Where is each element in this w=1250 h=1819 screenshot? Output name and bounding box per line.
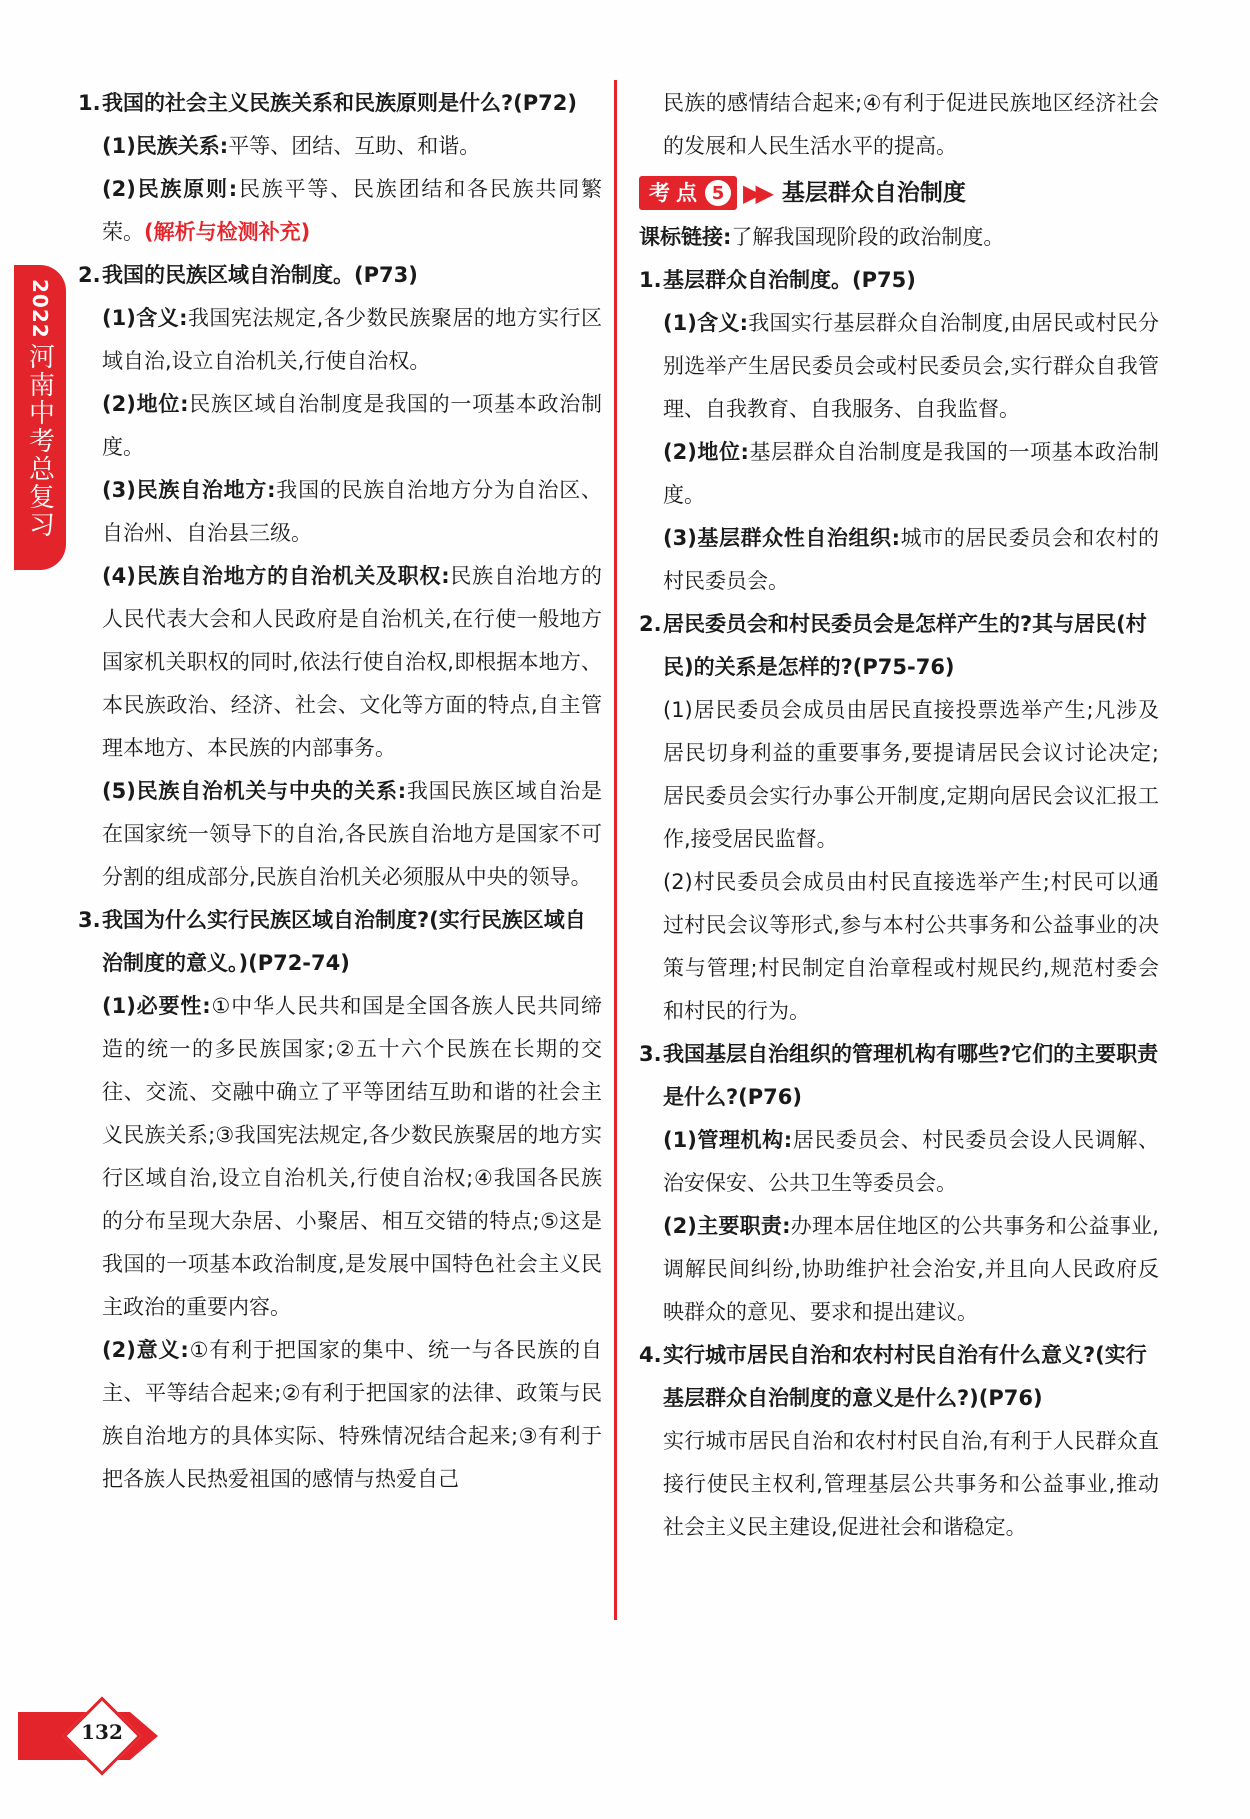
answer-paragraph <box>78 125 602 168</box>
question-text: 居民委员会和村民委员会是怎样产生的?其与居民(村民)的关系是怎样的?(P75-76) <box>663 612 1147 679</box>
section-title: 基层群众自治制度 <box>781 179 966 206</box>
answer-label: (1)必要性: <box>102 994 211 1018</box>
answer-paragraph <box>78 985 602 1329</box>
column-divider <box>614 80 617 1620</box>
answer-text: ①中华人民共和国是全国各族人民共同缔造的统一的多民族国家;②五十六个民族在长期的交往、交流、交融中确立了平等团结互助和谐的社会主义民族关系;③我国宪法规定,各少数民族聚居的地方实行区域自治,设立自治机关,行使自治权;④我国各民族的分布呈现大杂居、小聚居、相互交错的特点;⑤这是我国的一项基本政治制度,是发展中国特色社会主义民主政治的重要内容。 <box>102 994 602 1319</box>
answer-text: 居民委员会、村民委员会设人民调解、治安保安、公共卫生等委员会。 <box>663 1128 1159 1195</box>
side-tab-year: 2022 <box>28 279 52 339</box>
answer-paragraph <box>78 1329 602 1501</box>
question-heading <box>78 899 602 985</box>
answer-paragraph <box>639 1420 1159 1549</box>
question-text: 我国的社会主义民族关系和民族原则是什么?(P72) <box>102 91 577 115</box>
answer-label: (1)含义: <box>663 311 748 335</box>
answer-label: (1)管理机构: <box>663 1128 793 1152</box>
question-text: 我国基层自治组织的管理机构有哪些?它们的主要职责是什么?(P76) <box>663 1042 1159 1109</box>
answer-paragraph <box>78 770 602 899</box>
page-number: 132 <box>81 1720 123 1744</box>
question-text: 实行城市居民自治和农村村民自治有什么意义?(实行基层群众自治制度的意义是什么?)(P76) <box>663 1343 1147 1410</box>
side-tab <box>14 265 66 570</box>
answer-text: 平等、团结、互助、和谐。 <box>228 134 481 158</box>
question-text: 我国的民族区域自治制度。(P73) <box>102 263 418 287</box>
question-number: 4. <box>639 1343 662 1367</box>
side-tab-title: 河南中考总复习 <box>24 342 55 539</box>
answer-text: 实行城市居民自治和农村村民自治,有利于人民群众直接行使民主权利,管理基层公共事务和公益事业,推动社会主义民主建设,促进社会和谐稳定。 <box>663 1429 1159 1539</box>
answer-label: (4)民族自治地方的自治机关及职权: <box>102 564 450 588</box>
answer-text: 我国宪法规定,各少数民族聚居的地方实行区域自治,设立自治机关,行使自治权。 <box>102 306 602 373</box>
supplement-note: (解析与检测补充) <box>144 220 311 244</box>
answer-paragraph <box>78 297 602 383</box>
question-heading <box>639 603 1159 689</box>
answer-text: 我国民族区域自治是在国家统一领导下的自治,各民族自治地方是国家不可分割的组成部分,民族自治机关必须服从中央的领导。 <box>102 779 602 889</box>
answer-text: (1)居民委员会成员由居民直接投票选举产生;凡涉及居民切身利益的重要事务,要提请居民会议讨论决定;居民委员会实行办事公开制度,定期向居民会议汇报工作,接受居民监督。 <box>663 698 1159 851</box>
answer-paragraph <box>639 689 1159 861</box>
curriculum-link-label: 课标链接: <box>639 225 732 249</box>
question-heading <box>78 82 602 125</box>
answer-label: (2)意义: <box>102 1338 189 1362</box>
question-text: 基层群众自治制度。(P75) <box>663 268 916 292</box>
answer-text: 民族平等、民族团结和各民族共同繁荣。 <box>102 177 602 244</box>
question-number: 3. <box>639 1042 662 1066</box>
answer-text: 我国实行基层群众自治制度,由居民或村民分别选举产生居民委员会或村民委员会,实行群众自我管理、自我教育、自我服务、自我监督。 <box>663 311 1159 421</box>
question-number: 1. <box>639 268 662 292</box>
answer-label: (2)主要职责: <box>663 1214 791 1238</box>
curriculum-link-text: 了解我国现阶段的政治制度。 <box>731 225 1005 249</box>
answer-text: 城市的居民委员会和农村的村民委员会。 <box>663 526 1159 593</box>
question-number: 1. <box>78 91 101 115</box>
question-text: 我国为什么实行民族区域自治制度?(实行民族区域自治制度的意义。)(P72-74) <box>102 908 586 975</box>
continued-paragraph: 民族的感情结合起来;④有利于促进民族地区经济社会的发展和人民生活水平的提高。 <box>663 91 1159 158</box>
answer-label: (2)民族原则: <box>102 177 238 201</box>
answer-paragraph <box>639 517 1159 603</box>
answer-paragraph <box>78 168 602 254</box>
section-number: 5 <box>705 180 731 206</box>
answer-paragraph <box>639 1119 1159 1205</box>
question-heading <box>639 1033 1159 1119</box>
answer-paragraph <box>639 302 1159 431</box>
answer-text: ①有利于把国家的集中、统一与各民族的自主、平等结合起来;②有利于把国家的法律、政策与民族自治地方的具体实际、特殊情况结合起来;③有利于把各族人民热爱祖国的感情与热爱自己 <box>102 1338 602 1491</box>
question-heading <box>639 1334 1159 1420</box>
question-number: 3. <box>78 908 101 932</box>
page-number-marker <box>18 1700 168 1770</box>
section-badge-label: 考点 <box>649 180 703 205</box>
answer-text: 基层群众自治制度是我国的一项基本政治制度。 <box>663 440 1159 507</box>
question-heading <box>639 259 1159 302</box>
answer-paragraph <box>78 555 602 770</box>
answer-text: 我国的民族自治地方分为自治区、自治州、自治县三级。 <box>102 478 602 545</box>
question-number: 2. <box>78 263 101 287</box>
curriculum-link <box>639 216 1159 259</box>
answer-paragraph <box>78 469 602 555</box>
section-badge <box>639 176 737 210</box>
answer-paragraph <box>78 383 602 469</box>
answer-label: (3)基层群众性自治组织: <box>663 526 901 550</box>
answer-text: 民族区域自治制度是我国的一项基本政治制度。 <box>102 392 602 459</box>
answer-text: 办理本居住地区的公共事务和公益事业,调解民间纠纷,协助维护社会治安,并且向人民政府反映群众的意见、要求和提出建议。 <box>663 1214 1159 1324</box>
answer-paragraph <box>639 861 1159 1033</box>
question-number: 2. <box>639 612 662 636</box>
answer-paragraph <box>639 1205 1159 1334</box>
answer-label: (1)含义: <box>102 306 188 330</box>
double-arrow-icon: ▶▶ <box>743 178 768 207</box>
section-header <box>639 170 1159 216</box>
left-column <box>78 82 602 1501</box>
answer-label: (3)民族自治地方: <box>102 478 276 502</box>
answer-label: (2)地位: <box>102 392 189 416</box>
answer-label: (1)民族关系: <box>102 134 229 158</box>
right-items <box>639 259 1159 1549</box>
answer-label: (2)地位: <box>663 440 749 464</box>
answer-label: (5)民族自治机关与中央的关系: <box>102 779 407 803</box>
question-heading <box>78 254 602 297</box>
answer-paragraph <box>639 431 1159 517</box>
right-column <box>639 82 1159 1549</box>
answer-text: 民族自治地方的人民代表大会和人民政府是自治机关,在行使一般地方国家机关职权的同时,依法行使自治权,即根据本地方、本民族政治、经济、社会、文化等方面的特点,自主管理本地方、本民族的内部事务。 <box>102 564 602 760</box>
answer-text: (2)村民委员会成员由村民直接选举产生;村民可以通过村民会议等形式,参与本村公共事务和公益事业的决策与管理;村民制定自治章程或村规民约,规范村委会和村民的行为。 <box>663 870 1159 1023</box>
